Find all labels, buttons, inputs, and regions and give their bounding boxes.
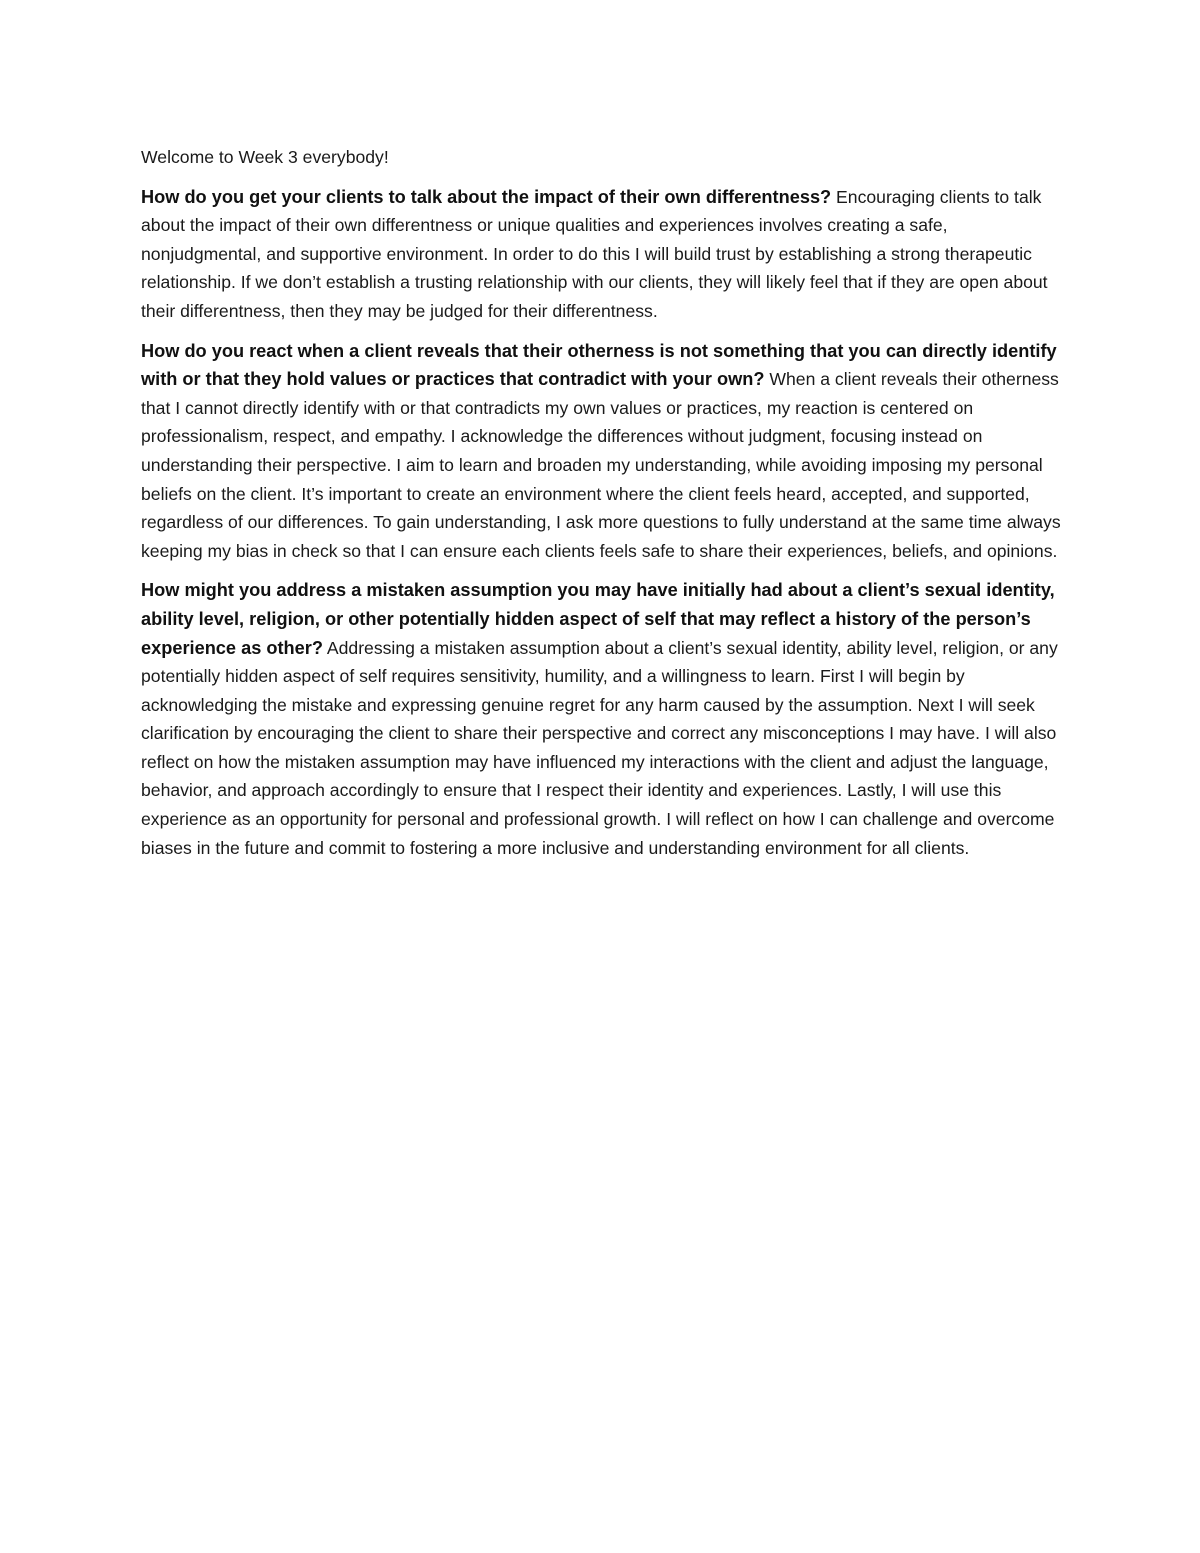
greeting-paragraph <box>141 143 1063 172</box>
question-1: How do you get your clients to talk about the impact of their own differentness? <box>141 186 832 207</box>
document-body <box>141 143 1063 873</box>
question-2: How do you react when a client reveals that their otherness is not something that you can directly identify with or that they hold values or practices that contradict with your own? <box>141 340 1057 390</box>
qa-paragraph-2 <box>141 337 1063 566</box>
answer-1: Encouraging clients to talk about the impact of their own differentness or unique qualities and experiences involves creating a safe, nonjudgmental, and supportive environment. In order to do this I will build trust by establishing a strong therapeutic relationship. If we don’t establish a trusting relationship with our clients, they will likely feel that if they are open about their differentness, then they may be judged for their differentness. <box>141 186 1048 321</box>
answer-3: Addressing a mistaken assumption about a client’s sexual identity, ability level, religion, or any potentially hidden aspect of self requires sensitivity, humility, and a willingness to learn. First I will begin by acknowledging the mistake and expressing genuine regret for any harm caused by the assumption. Next I will seek clarification by encouraging the client to share their perspective and correct any misconceptions I may have. I will also reflect on how the mistaken assumption may have influenced my interactions with the client and adjust the language, behavior, and approach accordingly to ensure that I respect their identity and experiences. Lastly, I will use this experience as an opportunity for personal and professional growth. I will reflect on how I can challenge and overcome biases in the future and commit to fostering a more inclusive and understanding environment for all clients. <box>141 637 1058 858</box>
greeting-text: Welcome to Week 3 everybody! <box>141 147 389 167</box>
qa-paragraph-3 <box>141 576 1063 862</box>
question-3: How might you address a mistaken assumption you may have initially had about a client’s sexual identity, ability level, religion, or other potentially hidden aspect of self that may reflect a history of the person’s experience as other? <box>141 580 1055 658</box>
qa-paragraph-1 <box>141 183 1063 326</box>
answer-2: When a client reveals their otherness that I cannot directly identify with or that contradicts my own values or practices, my reaction is centered on professionalism, respect, and empathy. I acknowledge the differences without judgment, focusing instead on understanding their perspective. I aim to learn and broaden my understanding, while avoiding imposing my personal beliefs on the client. It’s important to create an environment where the client feels heard, accepted, and supported, regardless of our differences. To gain understanding, I ask more questions to fully understand at the same time always keeping my bias in check so that I can ensure each clients feels safe to share their experiences, beliefs, and opinions. <box>141 369 1061 561</box>
